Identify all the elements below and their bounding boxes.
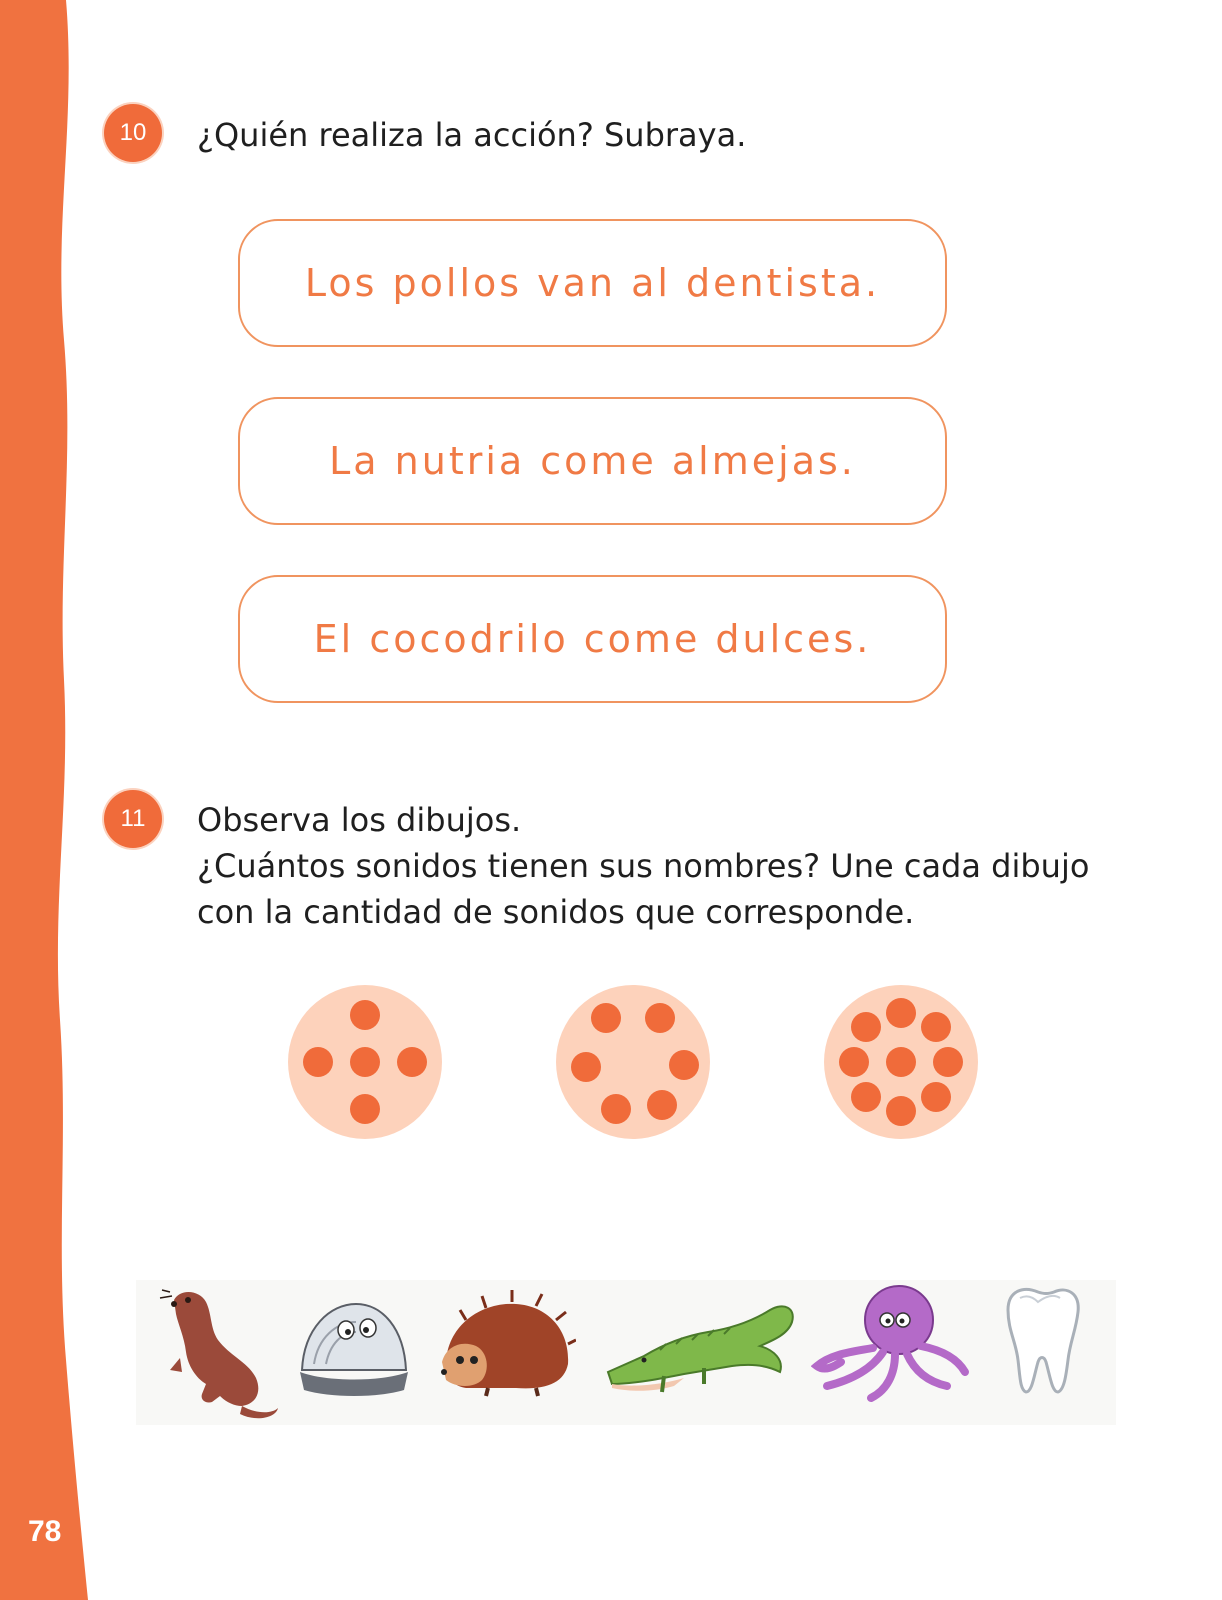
sentence-box[interactable] (238, 575, 947, 703)
side-band (0, 0, 110, 1600)
sentence-box[interactable] (238, 219, 947, 347)
crocodile-icon[interactable] (604, 1280, 799, 1425)
sentence-text[interactable]: La nutria come almejas. (329, 439, 856, 483)
dot-card[interactable] (556, 985, 710, 1139)
clam-icon[interactable] (296, 1280, 411, 1425)
sentence-text[interactable]: El cocodrilo come dulces. (313, 617, 872, 661)
octopus-icon[interactable] (811, 1280, 971, 1425)
tooth-icon[interactable] (998, 1280, 1088, 1425)
exercise-number-badge: 11 (104, 790, 162, 848)
exercise-instruction-line: ¿Cuántos sonidos tienen sus nombres? Une cada dibujo (197, 847, 1090, 885)
picture-strip (136, 1280, 1116, 1425)
sentence-text[interactable]: Los pollos van al dentista. (304, 261, 881, 305)
dot-card[interactable] (288, 985, 442, 1139)
sentence-box[interactable] (238, 397, 947, 525)
otter-icon[interactable] (156, 1280, 281, 1425)
exercise-instruction-line: Observa los dibujos. (197, 801, 522, 839)
exercise-instruction: ¿Quién realiza la acción? Subraya. (197, 116, 747, 154)
exercise-instruction-line: con la cantidad de sonidos que corresponde. (197, 893, 915, 931)
dot-cards-row (0, 985, 1222, 1145)
hedgehog-icon[interactable] (436, 1280, 576, 1425)
dot-card[interactable] (824, 985, 978, 1139)
page-number: 78 (28, 1515, 62, 1548)
exercise-number-badge: 10 (104, 104, 162, 162)
